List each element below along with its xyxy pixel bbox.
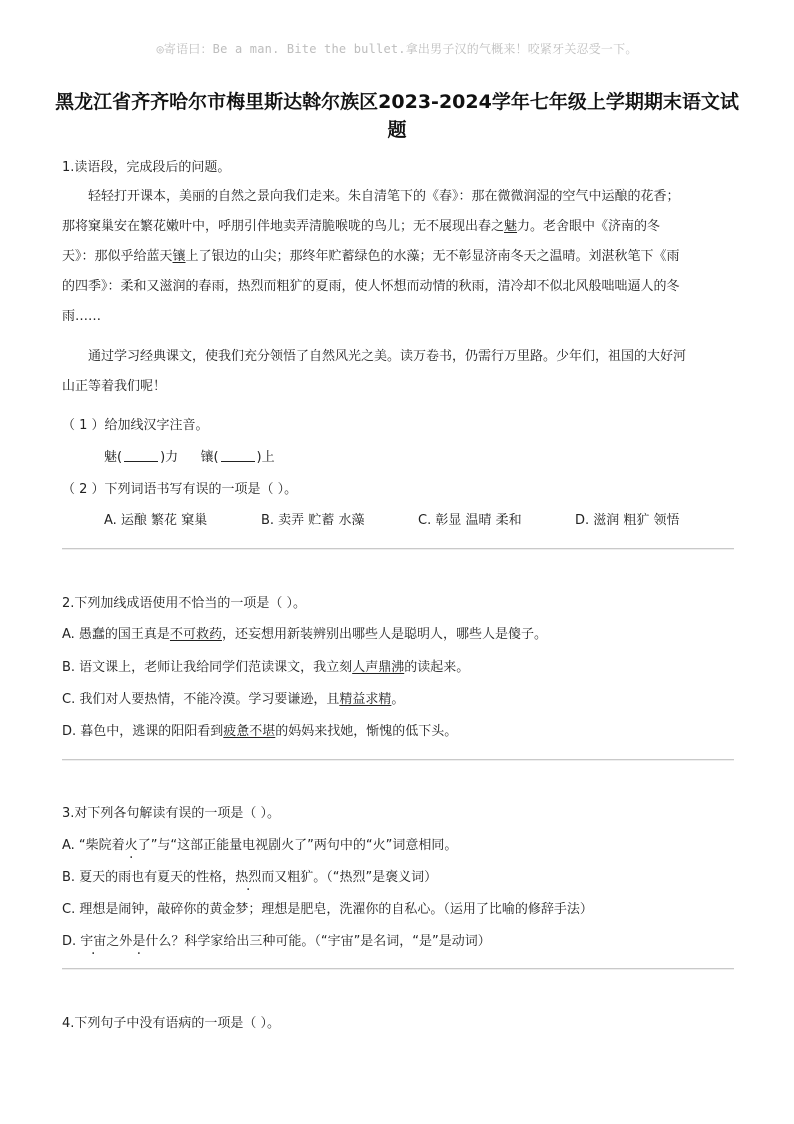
question-1-heading: 1.读语段，完成段后的问题。 (62, 160, 231, 175)
question-2-option-d[interactable] (62, 720, 457, 739)
title-line-2: 题 (387, 119, 407, 141)
divider (62, 759, 734, 760)
passage-line: 力。老舍眼中《济南的冬 (517, 219, 661, 234)
passage-line: 雨…… (62, 309, 102, 324)
question-3-option-d[interactable] (62, 930, 491, 949)
watermark-text: ◎寄语曰：Be a man. Bite the bullet.拿出男子汉的气概来！咬紧牙关忍受一下。 (156, 42, 638, 56)
passage-line: 那将窠巢安在繁花嫩叶中，呼朋引伴地卖弄清脆喉咙的鸟儿；无不展现出春之 (62, 219, 505, 234)
passage-line: 通过学习经典课文，使我们充分领悟了自然风光之美。读万卷书，仍需行万里路。少年们，祖国的大好河 (88, 349, 687, 364)
option-c[interactable]: C. 彰显 温晴 柔和 (418, 513, 522, 528)
question-1-passage (62, 182, 734, 332)
option-text: 的读起来。 (404, 660, 470, 675)
passage-line: 天》：那似乎给蓝天 (62, 249, 173, 264)
passage-line: 的四季》：柔和又滋润的春雨，热烈而粗犷的夏雨，使人怀想而动情的秋雨，清冷却不似北风般咄咄逼人的冬 (62, 279, 680, 294)
dotted-char: 火 (124, 838, 138, 853)
passage-line: 上了银边的山尖；那终年贮蓄绿色的水藻；无不彰显济南冬天之温晴。刘湛秋笔下《雨 (185, 249, 680, 264)
question-3-option-a[interactable] (62, 834, 457, 853)
option-text: A. 愚蠢的国王真是 (62, 627, 170, 642)
sub-question-2: （ 2 ）下列词语书写有误的一项是（ ）。 (62, 482, 298, 497)
blank-mei-end: )力 (160, 450, 179, 465)
option-text: ，还妄想用新装辨别出哪些人是聪明人，哪些人是傻子。 (221, 627, 547, 642)
page-title (40, 88, 754, 144)
dotted-word: 宇宙 (80, 934, 107, 949)
option-d[interactable]: D. 滋润 粗犷 领悟 (575, 513, 680, 528)
underlined-idiom: 精益求精 (339, 692, 392, 707)
option-text: D. 暮色中，逃课的阳阳看到 (62, 724, 224, 739)
underlined-idiom: 人声鼎沸 (352, 660, 405, 675)
option-text: B. 语文课上，老师让我给同学们范读课文，我立刻 (62, 660, 353, 675)
option-b[interactable]: B. 卖弄 贮蓄 水藻 (261, 513, 365, 528)
option-a[interactable]: A. 运酿 繁花 窠巢 (104, 513, 208, 528)
question-2-option-a[interactable] (62, 623, 547, 642)
question-3-heading: 3.对下列各句解读有误的一项是（ ）。 (62, 806, 281, 821)
answer-blank-xiang[interactable] (221, 449, 255, 462)
dotted-word: 热烈 (235, 870, 262, 885)
underlined-idiom: 不可救药 (169, 627, 222, 642)
question-1-passage-2 (62, 342, 734, 402)
title-line-1: 黑龙江省齐齐哈尔市梅里斯达斡尔族区2023-2024学年七年级上学期期末语文试 (55, 91, 739, 113)
sub-question-1: （ 1 ）给加线汉字注音。 (62, 418, 209, 433)
answer-blank-mei[interactable] (124, 449, 158, 462)
option-text: 而又粗犷。（“热烈”是褒义词） (261, 870, 438, 885)
question-3-option-c[interactable]: C. 理想是闹钟，敲碎你的黄金梦；理想是肥皂，洗濯你的自私心。（运用了比喻的修辞手法） (62, 902, 593, 917)
divider (62, 968, 734, 969)
passage-line: 轻轻打开课本，美丽的自然之景向我们走来。朱自清笔下的《春》：那在微微润湿的空气中运酿的花香； (88, 189, 680, 204)
underlined-char-mei: 魅 (504, 219, 518, 234)
option-text: 了”与“这部正能量电视剧火了”两句中的“火”词意相同。 (137, 838, 458, 853)
option-text: 之外 (106, 934, 133, 949)
option-text: 。 (391, 692, 405, 707)
option-text: B. 夏天的雨也有夏天的性格， (62, 870, 236, 885)
blank-mei-label: 魅( (104, 450, 123, 465)
option-text: A. “柴院着 (62, 838, 125, 853)
question-2-heading: 2.下列加线成语使用不恰当的一项是（ ）。 (62, 596, 307, 611)
question-2-option-b[interactable] (62, 656, 469, 675)
sub-question-2-options (104, 509, 680, 528)
question-4-heading: 4.下列句子中没有语病的一项是（ ）。 (62, 1016, 281, 1031)
option-text: 的妈妈来找她，惭愧的低下头。 (275, 724, 458, 739)
blank-xiang-end: )上 (256, 450, 275, 465)
passage-line: 山正等着我们呢！ (62, 379, 167, 394)
blank-xiang-label: 镶( (200, 450, 219, 465)
underlined-idiom: 疲惫不堪 (223, 724, 276, 739)
option-text: D. (62, 934, 81, 949)
option-text: C. 我们对人要热情，不能冷漠。学习要谦逊，且 (62, 692, 340, 707)
option-text: 什么？科学家给出三种可能。（“宇宙”是名词，“是”是动词） (145, 934, 491, 949)
question-2-option-c[interactable] (62, 688, 404, 707)
dotted-char: 是 (132, 934, 146, 949)
divider (62, 548, 734, 549)
underlined-char-xiang: 镶 (172, 249, 186, 264)
pinyin-blanks (104, 446, 275, 465)
question-3-option-b[interactable] (62, 866, 437, 885)
